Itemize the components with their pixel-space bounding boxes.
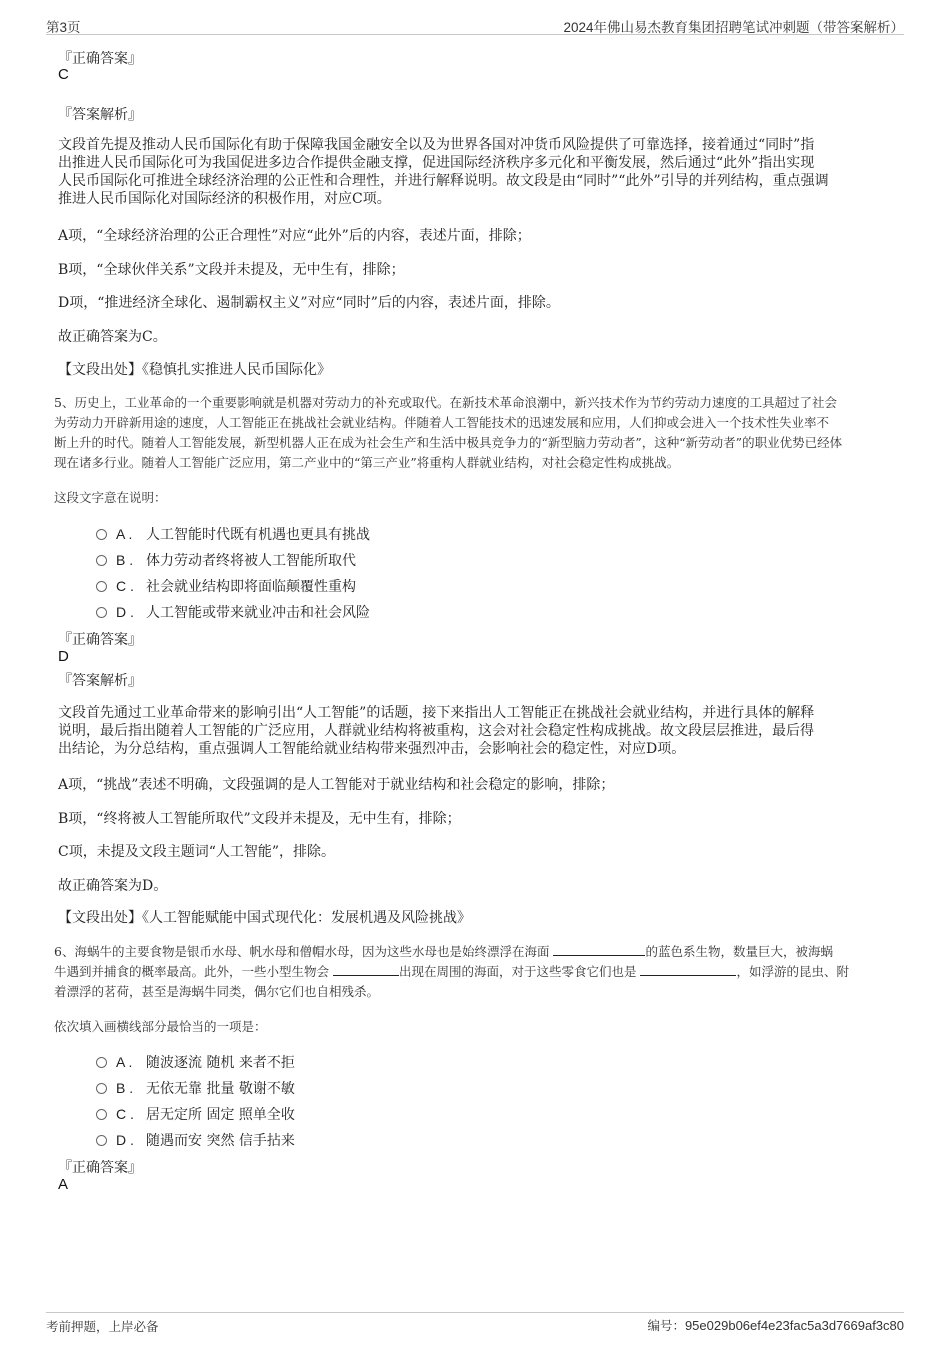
page-header	[46, 14, 904, 35]
q6-answer: A	[58, 1176, 69, 1193]
option-letter: C .	[116, 578, 134, 594]
q6-text-part: 6、海蜗牛的主要食物是银币水母、帆水母和僧帽水母，因为这些水母也是始终漂浮在海面	[54, 944, 554, 959]
document-title: 2024年佛山易杰教育集团招聘笔试冲刺题（带答案解析）	[563, 20, 904, 35]
fill-blank-2[interactable]	[333, 963, 399, 976]
q5-source: 【文段出处】《人工智能赋能中国式现代化：发展机遇及风险挑战》	[58, 910, 471, 926]
page-footer	[46, 1312, 904, 1335]
q6-prompt: 依次填入画横线部分最恰当的一项是：	[54, 1019, 267, 1034]
q6-option-c[interactable]	[96, 1104, 295, 1124]
option-text: 人工智能或带来就业冲击和社会风险	[146, 605, 370, 621]
q5-prompt: 这段文字意在说明：	[54, 490, 167, 505]
q5-analysis-line: A项，“挑战”表述不明确，文段强调的是人工智能对于就业结构和社会稳定的影响，排除；	[58, 777, 615, 793]
q6-option-a[interactable]	[96, 1052, 295, 1072]
q5-conclusion: 故正确答案为D。	[58, 878, 168, 894]
code-label: 编号：	[647, 1318, 685, 1333]
q5-option-c[interactable]	[96, 576, 356, 596]
footer-slogan: 考前押题，上岸必备	[46, 1319, 159, 1334]
q4-analysis-label: 『答案解析』	[58, 107, 142, 123]
q4-answer-label: 『正确答案』	[58, 51, 142, 67]
option-text: 体力劳动者终将被人工智能所取代	[146, 553, 356, 569]
q4-conclusion: 故正确答案为C。	[58, 329, 167, 345]
q4-source: 【文段出处】《稳慎扎实推进人民币国际化》	[58, 362, 331, 378]
fill-blank-3[interactable]	[640, 963, 736, 976]
radio-icon[interactable]	[96, 607, 107, 618]
q4-answer: C	[58, 66, 69, 83]
q6-answer-label: 『正确答案』	[58, 1160, 142, 1176]
option-letter: B .	[116, 552, 134, 568]
radio-icon[interactable]	[96, 1135, 107, 1146]
radio-icon[interactable]	[96, 581, 107, 592]
q6-question-text	[54, 942, 896, 1002]
page-number: 第3页	[46, 20, 81, 35]
q6-option-b[interactable]	[96, 1078, 295, 1098]
radio-icon[interactable]	[96, 529, 107, 540]
q4-analysis-text: 文段首先提及推动人民币国际化有助于保障我国金融安全以及为世界各国对冲货币风险提供了可靠选择，接着通过“同时”指 出推进人民币国际化可为我国促进多边合作提供金融支撑，促进国际经济秩序多元化和平衡发展，然后通过“此外”指出实现 人民币国际化可推进全球经济治理的公正性和合理性，并进行解释说明。故文段是由“同时”“此外”引导的并列结构，重点强调 推进人民币国际化对国际经济的积极作用，对应C项。	[58, 137, 829, 207]
option-letter: D .	[116, 1132, 134, 1148]
q6-text-part: 着漂浮的茗荷，甚至是海蜗牛同类，偶尔它们也自相残杀。	[54, 984, 380, 999]
q5-answer: D	[58, 648, 69, 665]
q5-answer-label: 『正确答案』	[58, 632, 142, 648]
option-letter: B .	[116, 1080, 134, 1096]
q6-option-d[interactable]	[96, 1130, 295, 1150]
option-letter: A .	[116, 526, 133, 542]
option-text: 居无定所 固定 照单全收	[146, 1107, 295, 1123]
q5-option-d[interactable]	[96, 602, 370, 622]
q5-analysis-line: B项，“终将被人工智能所取代”文段并未提及，无中生有，排除；	[58, 811, 461, 827]
option-text: 随遇而安 突然 信手拈来	[146, 1133, 295, 1149]
option-letter: C .	[116, 1106, 134, 1122]
q6-text-part: 牛遇到并捕食的概率最高。此外，一些小型生物会	[54, 964, 333, 979]
option-text: 人工智能时代既有机遇也更具有挑战	[146, 527, 370, 543]
q5-option-a[interactable]	[96, 524, 370, 544]
q6-text-part: 的蓝色系生物，数量巨大，被海蜗	[645, 944, 833, 959]
q4-analysis-line: A项，“全球经济治理的公正合理性”对应“此外”后的内容，表述片面，排除；	[58, 228, 531, 244]
q4-analysis-line: D项，“推进经济全球化、遏制霸权主义”对应“同时”后的内容，表述片面，排除。	[58, 295, 560, 311]
option-text: 无依无靠 批量 敬谢不敏	[146, 1081, 295, 1097]
q4-analysis-line: B项，“全球伙伴关系”文段并未提及，无中生有，排除；	[58, 262, 405, 278]
code-value: 95e029b06ef4e23fac5a3d7669af3c80	[684, 1318, 904, 1333]
option-text: 社会就业结构即将面临颠覆性重构	[146, 579, 356, 595]
q5-analysis-line: C项，未提及文段主题词“人工智能”，排除。	[58, 844, 336, 860]
radio-icon[interactable]	[96, 1083, 107, 1094]
q6-text-part: ，如浮游的昆虫、附	[736, 964, 849, 979]
option-letter: D .	[116, 604, 134, 620]
q5-analysis-text: 文段首先通过工业革命带来的影响引出“人工智能”的话题，接下来指出人工智能正在挑战社会就业结构，并进行具体的解释 说明，最后指出随着人工智能的广泛应用，人群就业结构将被重构，这会对社会稳定性构成挑战。故文段层层推进，最后得 出结论，为分总结构，重点强调人工智能给就业结构带来强烈冲击，会影响社会的稳定性，对应D项。	[58, 705, 815, 757]
q6-text-part: 出现在周围的海面，对于这些零食它们也是	[398, 964, 641, 979]
radio-icon[interactable]	[96, 555, 107, 566]
document-code	[647, 1316, 904, 1334]
fill-blank-1[interactable]	[553, 943, 645, 956]
option-letter: A .	[116, 1054, 133, 1070]
q5-question-text: 5、历史上，工业革命的一个重要影响就是机器对劳动力的补充或取代。在新技术革命浪潮中，新兴技术作为节约劳动力速度的工具超过了社会 为劳动力开辟新用途的速度，人工智能正在挑战社会就业结构。伴随着人工智能技术的迅速发展和应用，人们抑或会进入一个技术性失业率不 断上升的时代。随着人工智能发展，新型机器人正在成为社会生产和生活中极具竞争力的“新型脑力劳动者”，这种“新劳动者”的职业优势已经体 现在诸多行业。随着人工智能广泛应用，第二产业中的“第三产业”将重构人群就业结构，对社会稳定性构成挑战。	[54, 395, 843, 470]
q5-option-b[interactable]	[96, 550, 356, 570]
radio-icon[interactable]	[96, 1057, 107, 1068]
radio-icon[interactable]	[96, 1109, 107, 1120]
option-text: 随波逐流 随机 来者不拒	[146, 1055, 295, 1071]
q5-analysis-label: 『答案解析』	[58, 673, 142, 689]
